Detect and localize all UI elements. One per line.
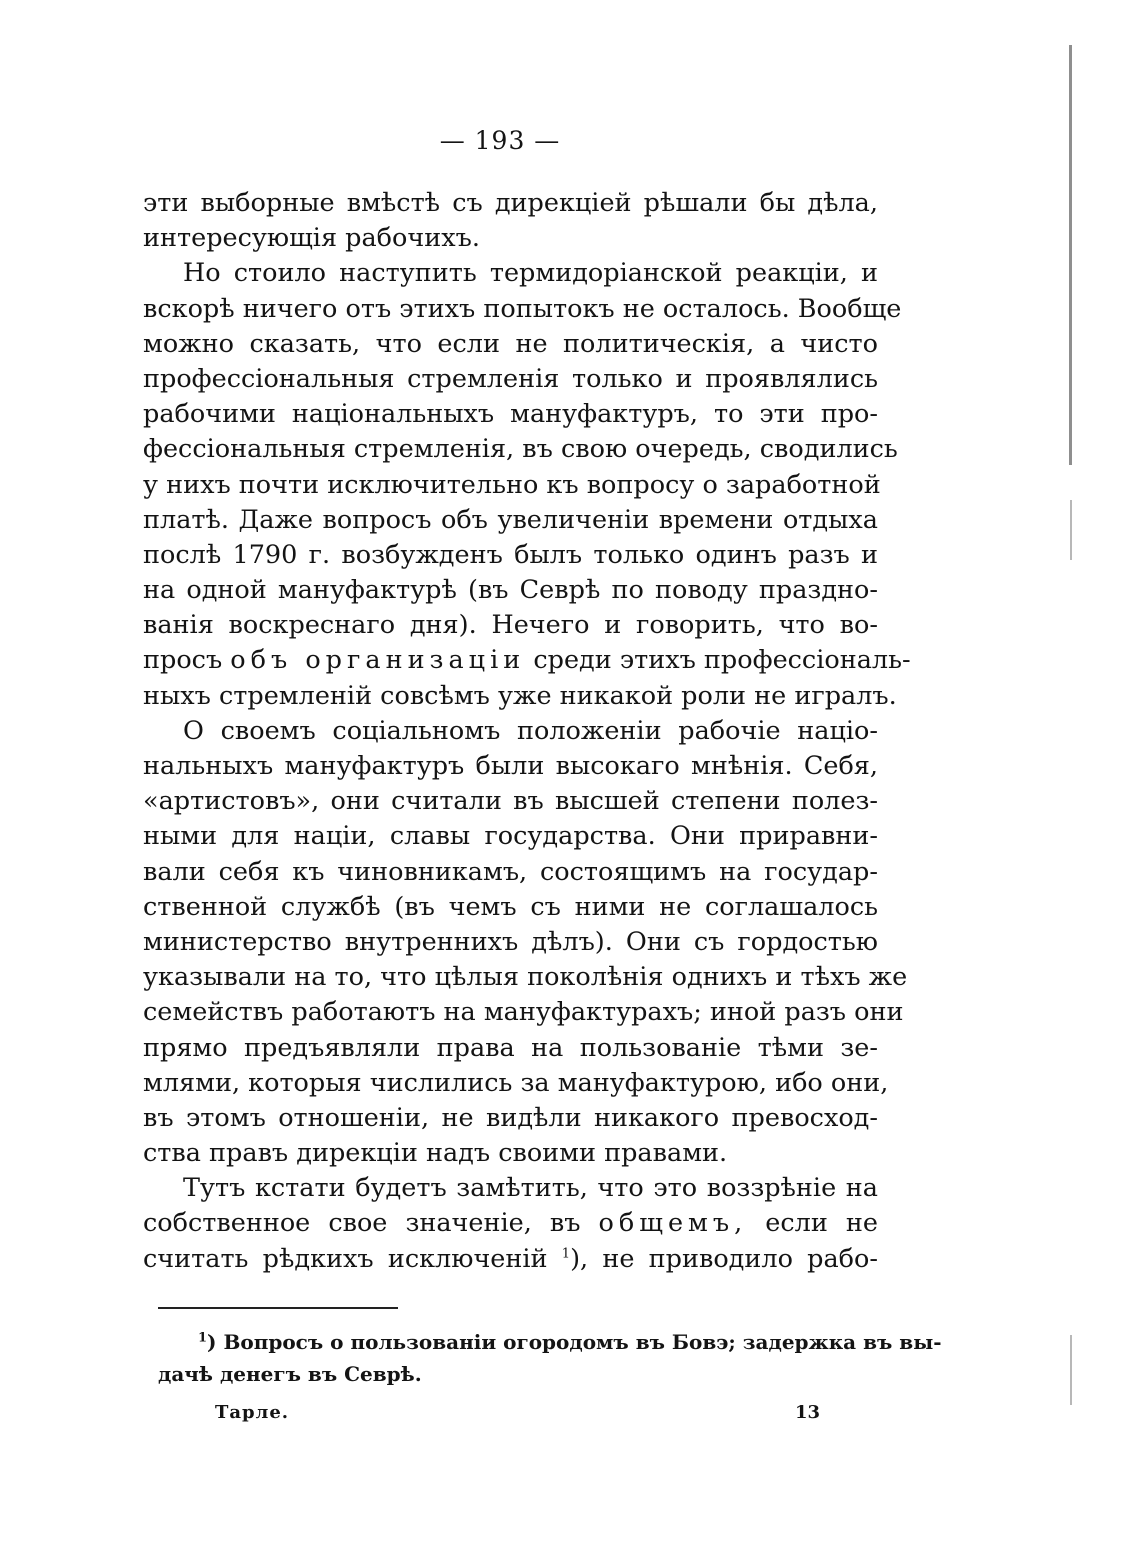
paragraph-1 — [143, 186, 878, 256]
text-line: вскорѣ ничего отъ этихъ попытокъ не осталось. Вообще — [143, 293, 902, 324]
text-line-with-footnote — [143, 1242, 878, 1277]
text-line: прямо предъявляли права на пользованіе тѣми зе- — [143, 1032, 878, 1063]
footnote-reference[interactable]: 1 — [561, 1246, 571, 1262]
text-line: можно сказать, что если не политическія, а чисто — [143, 328, 878, 359]
text-line-spaced — [143, 643, 911, 678]
body-text — [143, 186, 911, 1277]
text-line: вали себя къ чиновникамъ, состоящимъ на государ- — [143, 856, 878, 887]
text-line: фессіональныя стремленія, въ свою очередь, сводились — [143, 434, 898, 465]
emphasized-text: общемъ, — [598, 1208, 748, 1239]
sheet-number: 13 — [795, 1402, 821, 1423]
footnote-line — [158, 1326, 942, 1358]
footnote-line: дачѣ денегъ въ Севрѣ. — [158, 1362, 422, 1386]
text-fragment: ), не приводило рабо- — [570, 1243, 879, 1274]
author-signature: Тарле. — [215, 1402, 290, 1423]
text-line: нальныхъ мануфактуръ были высокаго мнѣнія. Себя, — [143, 751, 878, 781]
text-fragment: просъ — [143, 645, 231, 676]
text-line: послѣ 1790 г. возбужденъ былъ только одинъ разъ и — [143, 539, 878, 570]
text-line: у нихъ почти исключительно къ вопросу о заработной — [143, 469, 881, 500]
paragraph-4 — [143, 1171, 878, 1277]
footnote-text: ) Вопросъ о пользованіи огородомъ въ Бовэ; задержка въ вы- — [207, 1330, 942, 1354]
text-line: на одной мануфактурѣ (въ Севрѣ по поводу праздно- — [143, 575, 878, 606]
paragraph-2 — [143, 256, 911, 713]
footnote-divider — [158, 1307, 398, 1309]
text-fragment: среди этихъ профессіональ- — [525, 645, 911, 676]
text-line: ными для націи, славы государства. Они приравни- — [143, 821, 878, 852]
scan-edge-mark — [1069, 45, 1072, 465]
text-line: ванія воскреснаго дня). Нечего и говорить, что во- — [143, 610, 878, 641]
text-line: семействъ работаютъ на мануфактурахъ; иной разъ они — [143, 997, 904, 1028]
paragraph-3 — [143, 714, 908, 1171]
text-line: профессіональныя стремленія только и проявлялись — [143, 363, 878, 394]
text-line: эти выборные вмѣстѣ съ дирекціей рѣшали бы дѣла, — [143, 188, 878, 218]
text-line: интересующія рабочихъ. — [143, 223, 480, 254]
text-line: «артистовъ», они считали въ высшей степени полез- — [143, 786, 878, 817]
emphasized-text: объ организаціи — [230, 645, 526, 676]
text-line: Но стоило наступить термидоріанской реакціи, и — [183, 258, 878, 289]
text-line: ныхъ стремленій совсѣмъ уже никакой роли не игралъ. — [143, 680, 897, 711]
page-number: — 193 — — [439, 126, 561, 155]
text-line: ственной службѣ (въ чемъ съ ними не соглашалось — [143, 891, 878, 922]
text-fragment: собственное свое значеніе, въ — [143, 1208, 599, 1239]
text-line: рабочими національныхъ мануфактуръ, то эти про- — [143, 399, 878, 430]
scan-edge-mark — [1070, 1335, 1072, 1405]
text-line: платѣ. Даже вопросъ объ увеличеніи времени отдыха — [143, 504, 878, 535]
text-line-spaced — [143, 1206, 878, 1241]
text-line: ства правъ дирекціи надъ своими правами. — [143, 1138, 728, 1169]
text-line: указывали на то, что цѣлыя поколѣнія однихъ и тѣхъ же — [143, 962, 908, 993]
scan-edge-mark — [1070, 500, 1072, 560]
text-line: въ этомъ отношеніи, не видѣли никакого превосход- — [143, 1102, 878, 1133]
text-line: О своемъ соціальномъ положеніи рабочіе націо- — [183, 715, 878, 746]
text-fragment: если не — [747, 1208, 878, 1239]
text-fragment: считать рѣдкихъ исключеній — [143, 1243, 562, 1274]
footnote-marker: 1 — [198, 1330, 208, 1346]
footnote — [158, 1326, 942, 1390]
text-line: млями, которыя числились за мануфактурою, ибо они, — [143, 1067, 889, 1098]
text-line: министерство внутреннихъ дѣлъ). Они съ гордостью — [143, 926, 878, 957]
text-line: Тутъ кстати будетъ замѣтить, что это воззрѣніе на — [183, 1173, 878, 1204]
